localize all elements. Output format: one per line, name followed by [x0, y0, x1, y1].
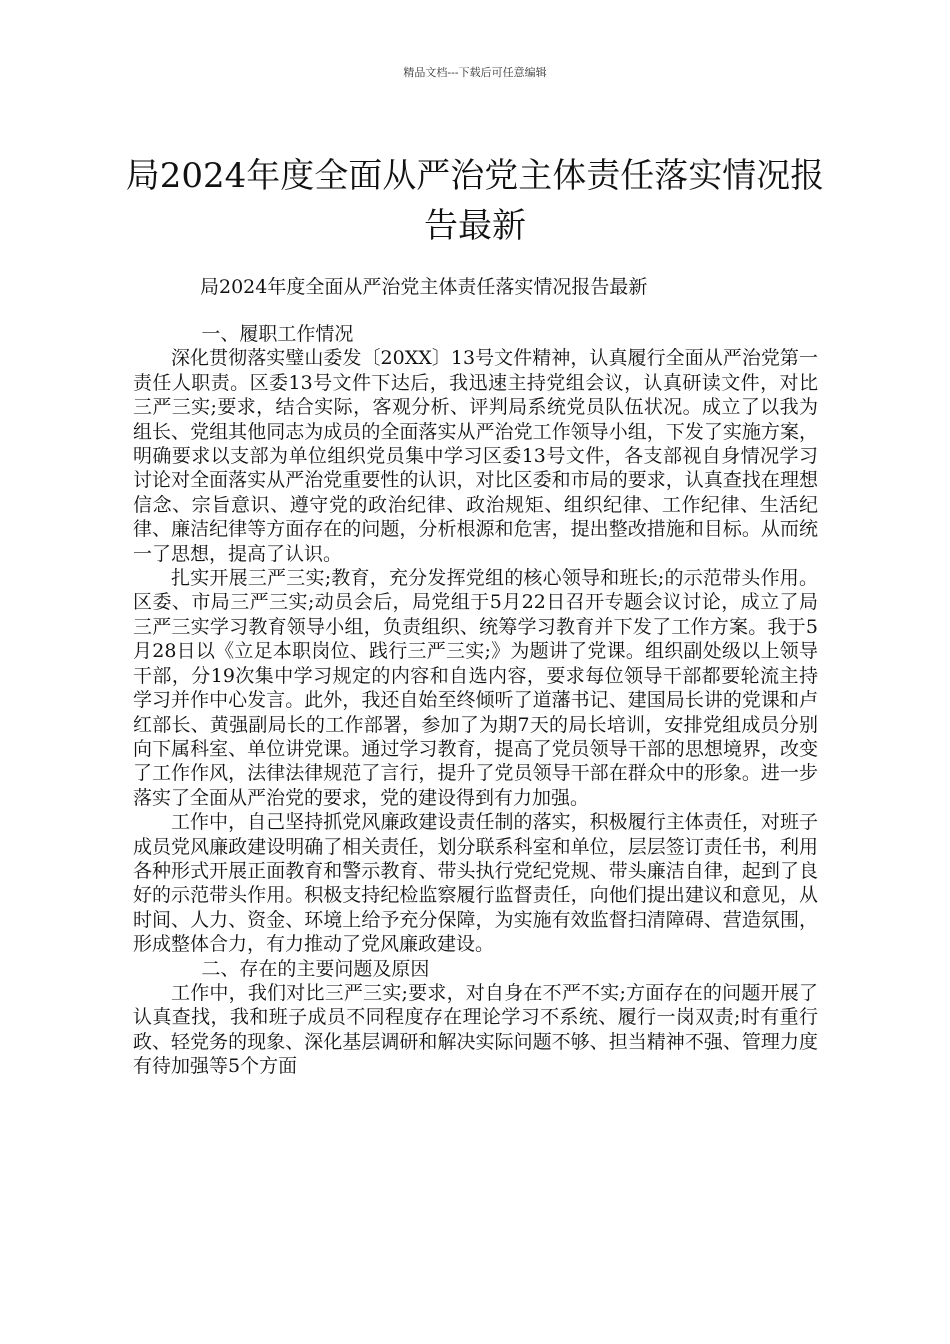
paragraph-3: 工作中，自己坚持抓党风廉政建设责任制的落实，积极履行主体责任，对班子成员党风廉政建设明确了相关责任，划分联系科室和单位，层层签订责任书，利用各种形式开展正面教育和警示教育、带头执行党纪党规、带头廉洁自律，起到了良好的示范带头作用。积极支持纪检监察履行监督责任，向他们提出建议和意见，从时间、人力、资金、环境上给予充分保障，为实施有效监督扫清障碍、营造氛围，形成整体合力，有力推动了党风廉政建设。 — [133, 811, 818, 956]
paragraph-4: 工作中，我们对比三严三实;要求，对自身在不严不实;方面存在的问题开展了认真查找，我和班子成员不同程度存在理论学习不系统、履行一岗双责;时有重行政、轻党务的现象、深化基层调研和解决实际问题不够、担当精神不强、管理力度有待加强等5个方面 — [133, 981, 818, 1078]
paragraph-2: 扎实开展三严三实;教育，充分发挥党组的核心领导和班长;的示范带头作用。区委、市局三严三实;动员会后，局党组于5月22日召开专题会议讨论，成立了局三严三实学习教育领导小组，负责组织、统筹学习教育并下发了工作方案。我于5月28日以《立足本职岗位、践行三严三实;》为题讲了党课。组织副处级以上领导干部，分19次集中学习规定的内容和自选内容，要求每位领导干部都要轮流主持学习并作中心发言。此外，我还自始至终倾听了道藩书记、建国局长讲的党课和卢红部长、黄强副局长的工作部署，参加了为期7天的局长培训，安排党组成员分别向下属科室、单位讲党课。通过学习教育，提高了党员领导干部的思想境界，改变了工作作风，法律法律规范了言行，提升了党员领导干部在群众中的形象。进一步落实了全面从严治党的要求，党的建设得到有力加强。 — [133, 567, 818, 809]
page-header: 精品文档---下载后可任意编辑 — [403, 66, 547, 79]
section-heading-2: 二、存在的主要问题及原因 — [201, 957, 430, 980]
document-title: 局2024年度全面从严治党主体责任落实情况报告最新 — [125, 155, 825, 246]
paragraph-1: 深化贯彻落实璧山委发〔20XX〕13号文件精神，认真履行全面从严治党第一责任人职责。区委13号文件下达后，我迅速主持党组会议，认真研读文件，对比三严三实;要求，结合实际，客观分析、评判局系统党员队伍状况。成立了以我为组长、党组其他同志为成员的全面落实从严治党工作领导小组，下发了实施方案，明确要求以支部为单位组织党员集中学习区委13号文件，各支部视自身情况学习讨论对全面落实从严治党重要性的认识，对比区委和市局的要求，认真查找在理想信念、宗旨意识、遵守党的政治纪律、政治规矩、组织纪律、工作纪律、生活纪律、廉洁纪律等方面存在的问题，分析根源和危害，提出整改措施和目标。从而统一了思想，提高了认识。 — [133, 347, 818, 565]
document-body — [133, 322, 818, 1079]
section-heading-1: 一、履职工作情况 — [201, 323, 354, 345]
document-subtitle: 局2024年度全面从严治党主体责任落实情况报告最新 — [200, 276, 648, 298]
